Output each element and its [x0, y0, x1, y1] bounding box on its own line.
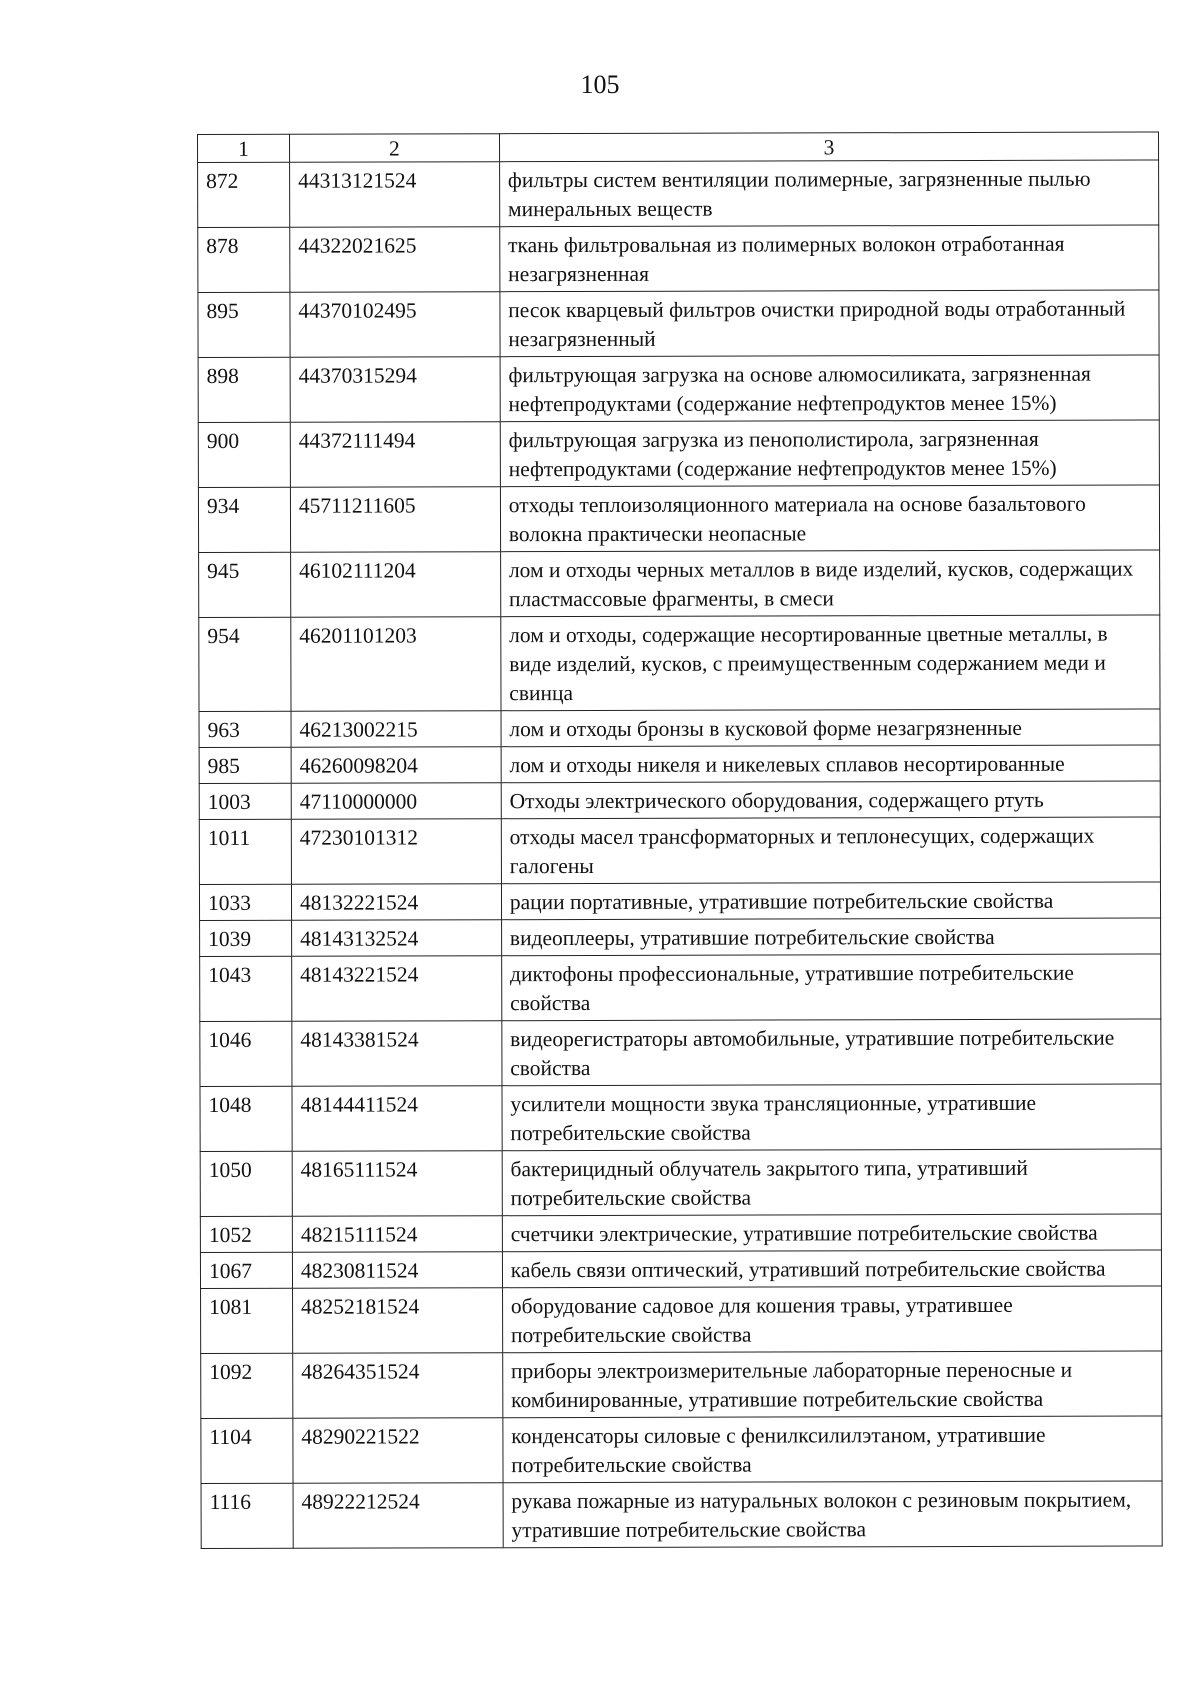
table-row	[201, 1416, 1162, 1484]
waste-description-cell: ткань фильтровальная из полимерных волокон отработанная незагрязненная	[500, 225, 1159, 292]
waste-code-cell: 44370102495	[290, 292, 500, 358]
table-row	[200, 954, 1161, 1022]
waste-code-cell: 47110000000	[291, 783, 501, 820]
waste-code-cell: 46102111204	[291, 552, 501, 618]
waste-code-cell: 48252181524	[292, 1288, 502, 1354]
table-row	[198, 160, 1159, 228]
waste-description-cell: рукава пожарные из натуральных волокон с резиновым покрытием, утратившие потребительские свойства	[503, 1481, 1162, 1548]
row-number-cell: 1048	[200, 1086, 292, 1151]
table-row	[199, 817, 1160, 885]
waste-description-cell: бактерицидный облучатель закрытого типа, утративший потребительские свойства	[502, 1149, 1161, 1216]
table-row	[198, 355, 1159, 423]
table-body	[198, 160, 1163, 1549]
waste-description-cell: лом и отходы бронзы в кусковой форме незагрязненные	[501, 709, 1160, 747]
waste-description-cell: песок кварцевый фильтров очистки природной воды отработанный незагрязненный	[500, 290, 1159, 357]
waste-code-cell: 48215111524	[292, 1216, 502, 1253]
waste-description-cell: рации портативные, утратившие потребительские свойства	[501, 882, 1160, 920]
column-header-2: 2	[289, 134, 499, 163]
row-number-cell: 945	[199, 552, 291, 617]
row-number-cell: 1039	[200, 920, 292, 956]
waste-code-cell: 46260098204	[291, 747, 501, 784]
row-number-cell: 898	[198, 357, 290, 422]
table-row	[198, 485, 1159, 553]
row-number-cell: 1104	[201, 1418, 293, 1483]
row-number-cell: 985	[199, 747, 291, 783]
table-row	[200, 918, 1161, 957]
waste-code-cell: 46213002215	[291, 711, 501, 748]
table-row	[200, 1149, 1161, 1217]
waste-description-cell: лом и отходы, содержащие несортированные цветные металлы, в виде изделий, кусков, с преимущественным содержанием меди и свинца	[501, 615, 1160, 711]
row-number-cell: 1011	[199, 819, 291, 884]
row-number-cell: 1043	[200, 956, 292, 1021]
waste-code-cell: 44372111494	[290, 422, 500, 488]
row-number-cell: 963	[199, 711, 291, 747]
row-number-cell: 900	[198, 422, 290, 487]
waste-description-cell: счетчики электрические, утратившие потребительские свойства	[502, 1214, 1161, 1252]
row-number-cell: 872	[198, 162, 290, 227]
column-header-1: 1	[198, 134, 290, 162]
waste-code-cell: 44322021625	[290, 227, 500, 293]
waste-code-cell: 47230101312	[291, 819, 501, 885]
table-row	[199, 882, 1160, 921]
table-row	[198, 225, 1159, 293]
waste-description-cell: фильтры систем вентиляции полимерные, загрязненные пылью минеральных веществ	[499, 160, 1158, 227]
waste-description-cell: кабель связи оптический, утративший потребительские свойства	[502, 1250, 1161, 1288]
waste-description-cell: конденсаторы силовые с фенилксилилэтаном, утратившие потребительские свойства	[503, 1416, 1162, 1483]
waste-description-cell: усилители мощности звука трансляционные, утратившие потребительские свойства	[502, 1084, 1161, 1151]
table-row	[199, 781, 1160, 820]
row-number-cell: 878	[198, 227, 290, 292]
waste-code-cell: 44313121524	[290, 162, 500, 228]
waste-description-cell: отходы теплоизоляционного материала на основе базальтового волокна практически неопасные	[500, 485, 1159, 552]
waste-code-cell: 48290221522	[293, 1418, 503, 1484]
table-row	[199, 615, 1160, 712]
row-number-cell: 1081	[201, 1288, 293, 1353]
waste-code-cell: 48230811524	[292, 1252, 502, 1289]
row-number-cell: 1046	[200, 1021, 292, 1086]
page-number: 105	[580, 70, 620, 99]
waste-description-cell: Отходы электрического оборудования, содержащего ртуть	[501, 781, 1160, 819]
row-number-cell: 1092	[201, 1353, 293, 1418]
table-row	[200, 1019, 1161, 1087]
waste-description-cell: приборы электроизмерительные лабораторные переносные и комбинированные, утратившие потребительские свойства	[502, 1351, 1161, 1418]
row-number-cell: 1033	[199, 884, 291, 920]
waste-code-cell: 48922212524	[293, 1483, 503, 1549]
row-number-cell: 1116	[201, 1483, 293, 1548]
table-header-row	[198, 132, 1159, 163]
row-number-cell: 1052	[200, 1216, 292, 1252]
row-number-cell: 1003	[199, 783, 291, 819]
waste-description-cell: лом и отходы никеля и никелевых сплавов несортированные	[501, 745, 1160, 783]
waste-description-cell: оборудование садовое для кошения травы, утратившее потребительские свойства	[502, 1286, 1161, 1353]
waste-code-cell: 48143221524	[292, 956, 502, 1022]
waste-code-cell: 48143132524	[291, 920, 501, 957]
waste-description-cell: видеоплееры, утратившие потребительские свойства	[501, 918, 1160, 956]
waste-code-cell: 48165111524	[292, 1151, 502, 1217]
waste-description-cell: отходы масел трансформаторных и теплонесущих, содержащих галогены	[501, 817, 1160, 884]
table-row	[198, 420, 1159, 488]
waste-code-cell: 48264351524	[293, 1353, 503, 1419]
table-row	[201, 1286, 1162, 1354]
table-row	[199, 709, 1160, 748]
waste-classification-table	[197, 131, 1163, 1549]
waste-description-cell: видеорегистраторы автомобильные, утратившие потребительские свойства	[502, 1019, 1161, 1086]
row-number-cell: 934	[198, 487, 290, 552]
waste-description-cell: лом и отходы черных металлов в виде изделий, кусков, содержащих пластмассовые фрагменты, в смеси	[500, 550, 1159, 617]
table-row	[200, 1084, 1161, 1152]
row-number-cell: 954	[199, 617, 291, 711]
row-number-cell: 1050	[200, 1151, 292, 1216]
waste-description-cell: фильтрующая загрузка из пенополистирола, загрязненная нефтепродуктами (содержание нефтепродуктов менее 15%)	[500, 420, 1159, 487]
table-row	[201, 1481, 1162, 1549]
table-row	[199, 550, 1160, 618]
row-number-cell: 1067	[200, 1252, 292, 1288]
table-row	[198, 290, 1159, 358]
table-row	[201, 1351, 1162, 1419]
waste-code-cell: 48132221524	[291, 884, 501, 921]
waste-code-cell: 45711211605	[290, 487, 500, 553]
waste-code-cell: 48144411524	[292, 1086, 502, 1152]
waste-description-cell: диктофоны профессиональные, утратившие потребительские свойства	[501, 954, 1160, 1021]
table-row	[200, 1250, 1161, 1289]
waste-description-cell: фильтрующая загрузка на основе алюмосиликата, загрязненная нефтепродуктами (содержание нефтепродуктов менее 15%)	[500, 355, 1159, 422]
column-header-3: 3	[499, 132, 1158, 162]
waste-code-cell: 44370315294	[290, 357, 500, 423]
table-row	[199, 745, 1160, 784]
waste-code-cell: 46201101203	[291, 617, 501, 712]
table-row	[200, 1214, 1161, 1253]
waste-code-cell: 48143381524	[292, 1021, 502, 1087]
row-number-cell: 895	[198, 292, 290, 357]
